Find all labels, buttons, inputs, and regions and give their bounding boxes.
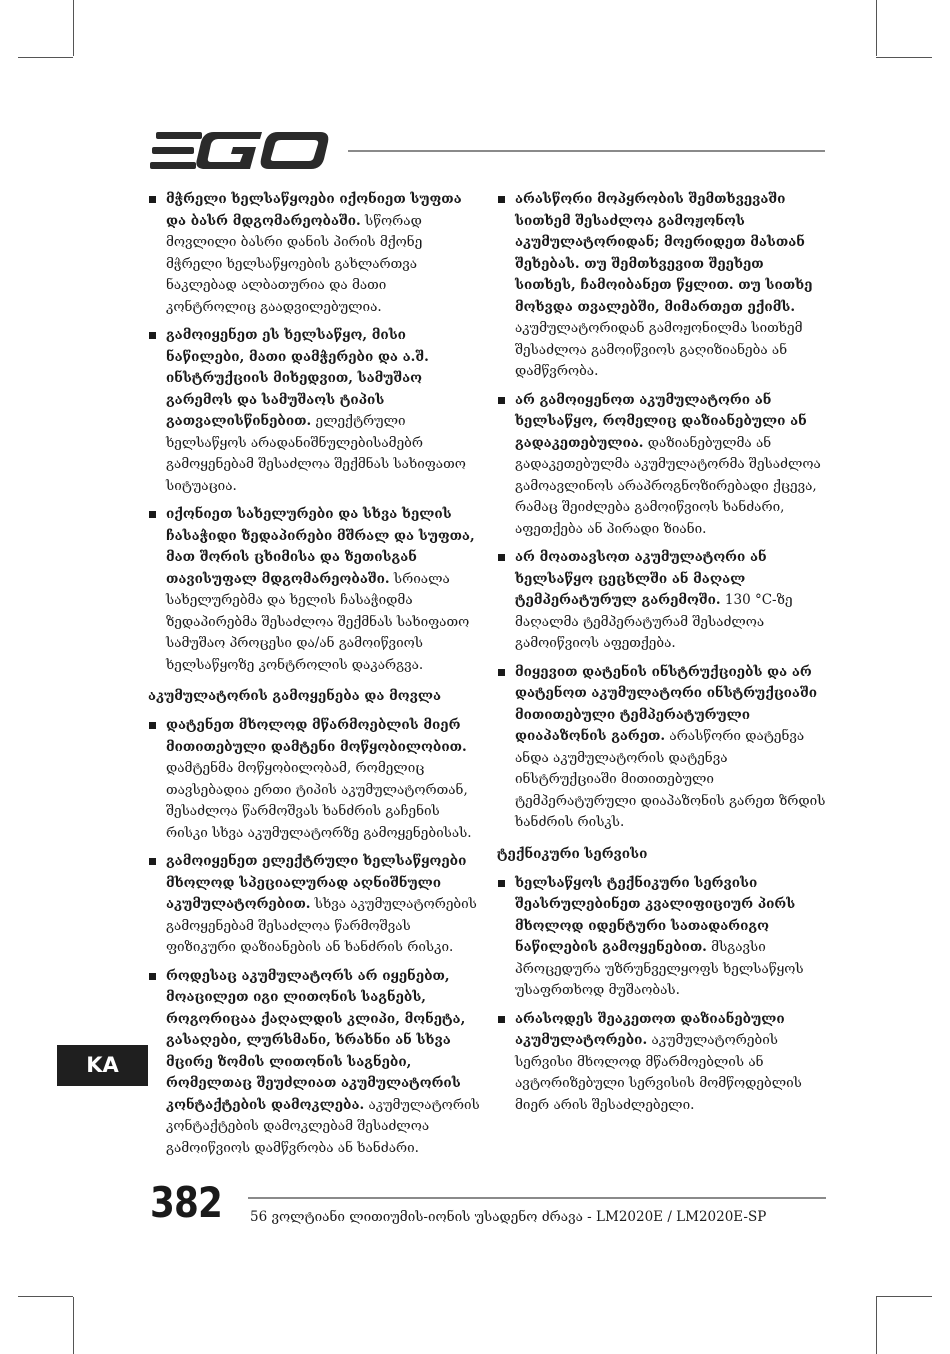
item-lead: როდესაც აკუმულატორს არ იყენებთ, მოაცილეთ იგი ლითონის საგნებს, როგორიცაა ქაღალდის კლიპი, მონეტა, გასაღები, ლურსმანი, ხრახნი ან სხვა მცირე ზომის ლითონის საგნები, რომელთაც შეუძლიათ აკუმულატორის კონტაქტების დამოკლება. [166, 967, 466, 1113]
header-rule [348, 150, 825, 152]
bullet-icon [149, 332, 156, 339]
item-body: არასწორი დატენვა ანდა აკუმულატორის დატენვა ინსტრუქციაში მითითებული ტემპერატურული დიაპაზონის გარეთ ზრდის ხანძრის რისკს. [515, 728, 826, 830]
item-lead: არ მოათავსოთ აკუმულატორი ან ხელსაწყო ცეცხლში ან მაღალ ტემპერატურულ გარემოში. [515, 549, 767, 608]
crop-mark [876, 1296, 932, 1297]
bullet-icon [498, 196, 505, 203]
footer-product-title: 56 ვოლტიანი ლითიუმის-იონის უსადენო ძრავა - LM2020E / LM2020E-SP [250, 1209, 767, 1225]
list-item [148, 966, 480, 1160]
item-lead: გამოიყენეთ ეს ხელსაწყო, მისი ნაწილები, მათი დამჭერები და ა.შ. ინსტრუქციის მიხედვით, სამუშაო გარემოს და სამუშაოს ტიპის გათვალისწინებით. [166, 327, 429, 429]
bullet-icon [498, 554, 505, 561]
list-item [148, 189, 480, 318]
bullet-icon [498, 1016, 505, 1023]
item-body: ელექტრული ხელსაწყოს არადანიშნულებისამებრ გამოყენებამ შესაძლოა შექმნას სახიფათო სიტუაცია. [166, 413, 466, 494]
item-lead: არასწორი მოპყრობის შემთხვევაში სითხემ შესაძლოა გამოჟონოს აკუმულატორიდან; მოერიდეთ მასთან შეხებას. თუ შემთხვევით შეეხეთ სითხეს, ჩამოიბანეთ წყლით. თუ სითხე მოხვდა თვალებში, მიმართეთ ექიმს. [515, 191, 813, 315]
safety-list-battery-continued [497, 189, 827, 834]
safety-list-tools [148, 189, 480, 676]
crop-mark [876, 0, 877, 56]
crop-mark [73, 1297, 74, 1354]
ego-logo [150, 130, 330, 172]
item-lead: ხელსაწყოს ტექნიკური სერვისი შეასრულებინეთ კვალიფიციურ პირს მხოლოდ იდენტური სათადარიგო ნაწილების გამოყენებით. [515, 874, 796, 955]
item-lead: იქონიეთ სახელურები და სხვა ხელის ჩასაჭიდი ზედაპირები მშრალ და სუფთა, მათ შორის ცხიმისა და ზეთისგან თავისუფალ მდგომარეობაში. [166, 506, 475, 587]
item-lead: გამოიყენეთ ელექტრული ხელსაწყოები მხოლოდ სპეციალურად აღნიშნული აკუმულატორებით. [166, 853, 467, 912]
list-item [497, 1009, 827, 1117]
safety-list-service [497, 873, 827, 1117]
bullet-icon [149, 722, 156, 729]
list-item [497, 390, 827, 541]
list-item [497, 873, 827, 1002]
bullet-icon [149, 973, 156, 980]
item-body: სრიალა სახელურებმა და ხელის ჩასაჭიდმა ზედაპირებმა შესაძლოა შექმნას სახიფათო სამუშაო პროცესი და/ან გამოიწვიოს ხელსაწყოზე კონტროლის დაკარგვა. [166, 570, 470, 673]
footer-rule [248, 1197, 826, 1199]
list-item [148, 504, 480, 676]
list-item [148, 715, 480, 844]
language-tab: KA [57, 1045, 148, 1086]
section-heading-battery: აკუმულატორის გამოყენება და მოვლა [148, 688, 441, 704]
item-lead: მიყევით დატენის ინსტრუქციებს და არ დატენოთ აკუმულატორი ინსტრუქციაში მითითებული ტემპერატურული დიაპაზონის გარეთ. [515, 663, 817, 744]
section-heading-service: ტექნიკური სერვისი [497, 845, 648, 862]
item-lead: მჭრელი ხელსაწყოები იქონიეთ სუფთა და ბასრ მდგომარეობაში. [166, 191, 462, 229]
left-column [148, 189, 480, 1166]
item-body: 130 °C-ზე მაღალმა ტემპერატურამ შესაძლოა გამოიწვიოს აფეთქება. [515, 592, 793, 651]
bullet-icon [498, 880, 505, 887]
bullet-icon [498, 397, 505, 404]
item-lead: არ გამოიყენოთ აკუმულატორი ან ხელსაწყო, რომელიც დაზიანებული ან გადაკეთებულია. [515, 391, 807, 451]
list-item [497, 662, 827, 834]
item-body: მსგავსი პროცედურა უზრუნველყოფს ხელსაწყოს უსაფრთხოდ მუშაობას. [515, 939, 804, 998]
list-item [497, 189, 827, 383]
item-body: აკუმულატორიდან გამოჟონილმა სითხემ შესაძლოა გამოიწვიოს გაღიზიანება ან დამწვრობა. [515, 320, 803, 379]
item-body: დამტენმა მოწყობილობამ, რომელიც თავსებადია ერთი ტიპის აკუმულატორთან, შესაძლოა წარმოშვას ხანძრის გაჩენის რისკი სხვა აკუმულატორზე გამოყენებისას. [166, 760, 472, 841]
bullet-icon [149, 511, 156, 518]
item-body: სხვა აკუმულატორების გამოყენებამ შესაძლოა წარმოშვას ფიზიკური დაზიანების ან ხანძრის რისკი. [166, 896, 477, 955]
right-column [497, 189, 827, 1123]
list-item [148, 851, 480, 959]
item-body: სწორად მოვლილი ბასრი დანის პირის მქონე მჭრელი ხელსაწყოების გახლართვა ნაკლებად ალბათურია და მათი კონტროლიც გაადვილებულია. [166, 212, 423, 315]
list-item [497, 547, 827, 655]
crop-mark [73, 0, 74, 56]
bullet-icon [498, 669, 505, 676]
crop-mark [18, 1296, 73, 1297]
crop-mark [876, 1297, 877, 1354]
item-body: აკუმულატორების სერვისი მხოლოდ მწარმოებლის ან ავტორიზებული სერვისის მომწოდებლის მიერ არის შესაძლებელი. [515, 1032, 802, 1113]
bullet-icon [149, 196, 156, 203]
page-number: 382 [150, 1178, 222, 1227]
crop-mark [18, 57, 73, 58]
item-body: დაზიანებულმა ან გადაკეთებულმა აკუმულატორმა შესაძლოა გამოავლინოს არაპროგნოზირებადი ქცევა, რამაც შეიძლება გამოიწვიოს ხანძარი, აფეთქება ან პირადი ზიანი. [515, 434, 821, 537]
item-lead: არასოდეს შეაკეთოთ დაზიანებული აკუმულატორები. [515, 1010, 785, 1048]
safety-list-battery [148, 715, 480, 1159]
list-item [148, 325, 480, 497]
item-lead: დატენეთ მხოლოდ მწარმოებლის მიერ მითითებული დამტენი მოწყობილობით. [166, 717, 467, 755]
item-body: აკუმულატორის კონტაქტების დამოკლებამ შესაძლოა გამოიწვიოს დამწვრობა ან ხანძარი. [166, 1096, 480, 1156]
bullet-icon [149, 858, 156, 865]
crop-mark [876, 57, 932, 58]
